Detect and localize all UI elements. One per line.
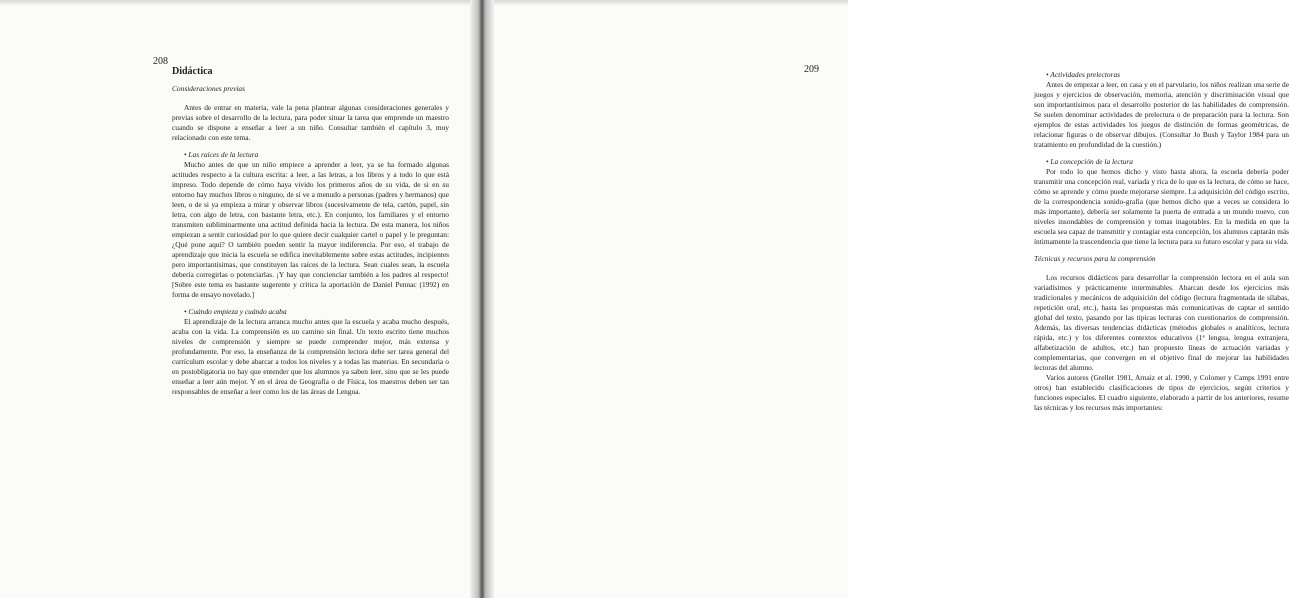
section-heading-concepcion: • La concepción de la lectura	[1046, 157, 1133, 166]
page-number-left: 208	[153, 56, 168, 67]
section-heading-previas: Consideraciones previas	[172, 84, 246, 93]
paragraph-autores: Varios autores (Grellet 1981, Arnaiz et al. 1990, y Colomer y Camps 1991 entre otros) han establecido clasificaciones de tipos de ejercicios, según criterios y funciones especiales. El cuadro siguiente, elaborado a partir de los anteriores, resume las técnicas y los recursos más importantes:	[1034, 373, 1289, 412]
section-heading-tecnicas: Técnicas y recursos para la comprensión	[1034, 254, 1156, 263]
book-gutter	[470, 0, 494, 598]
paragraph-prelectoras: Antes de empezar a leer, en casa y en el parvulario, los niños realizan una serie de juegos y ejercicios de observación, memoria, atención y discriminación visual que son importantísimos para el desarrollo posterior de las habilidades de comprensión. Se suelen denominar actividades de prelectura o de preparación para la lectura. Son ejemplos de estas actividades los juegos de distinción de formas geométricas, de relacionar figuras o de observar dibujos. (Consultar Jo Bush y Taylor 1984 para un tratamiento en profundidad de la cuestión.)	[1034, 80, 1289, 149]
paragraph-intro: Antes de entrar en materia, vale la pena plantear algunas consideraciones generales y previas sobre el desarrollo de la lectura, para poder situar la tarea que emprende un maestro cuando se dispone a enseñar a leer a un niño. Consultar también el capítulo 3, muy relacionado con este tema.	[172, 103, 449, 142]
left-text-column	[172, 84, 449, 397]
paragraph-recursos: Los recursos didácticos para desarrollar la comprensión lectora en el aula son variadísimos y prácticamente interminables. Abarcan desde los ejercicios más tradicionales y mecánicos de adquisición del código (lectura fragmentada de sílabas, repetición oral, etc.), hasta las propuestas más comunicativas de captar el sentido global del texto, pasando por las típicas lecturas con cuestionarios de comprensión. Además, las diversas tendencias didácticas (métodos globales o analíticos, lectura rápida, etc.) y los diferentes contextos educativos (1ª lengua, lengua extranjera, alfabetización de adultos, etc.) han propuesto líneas de actuación variadas y complementarias, que convergen en el objetivo final de mejorar las habilidades lectoras del alumno.	[1034, 273, 1289, 372]
right-page	[494, 0, 1289, 598]
paragraph-raices: Mucho antes de que un niño empiece a aprender a leer, ya se ha formado algunas actitudes respecto a la cultura escrita: a leer, a las letras, a los libros y a todo lo que está impreso. Todo depende de cómo haya vivido los primeros años de su vida, de si en su entorno hay muchos libros o ninguno, de si ve a menudo a personas (padres y hermanos) que leen, o de si ya empieza a mirar y observar libros (sucesivamente de tela, cartón, papel, sin letra, con algo de letra, con bastante letra, etc.). En conjunto, los familiares y el entorno transmiten subliminarmente una actitud definida hacia la lectura. De esta manera, los niños empiezan a sentir curiosidad por lo que quiere decir cualquier cartel o papel y le preguntan: ¿Qué pone aquí? O también pueden sentir la mayor indiferencia. Por eso, el trabajo de aprendizaje que inicia la escuela se edifica inevitablemente sobre estas actitudes, incipientes pero importantísimas, que constituyen las raíces de la lectura. Sean cuales sean, la escuela debería corregirlas o potenciarlas. ¡Y hay que concienciar también a los padres al respecto! [Sobre este tema es bastante sugerente y crítica la aportación de Daniel Pennac (1992) en forma de ensayo novelado.]	[172, 160, 449, 299]
section-heading-prelectoras: • Actividades prelectoras	[1046, 70, 1121, 79]
section-heading-cuando: • Cuándo empieza y cuándo acaba	[184, 307, 287, 316]
paragraph-concepcion: Por todo lo que hemos dicho y visto hasta ahora, la escuela debería poder transmitir una concepción real, variada y rica de lo que es la lectura, de cómo se hace, cómo se aprende y cómo puede mejorarse siempre. La adquisición del código escrito, de la correspondencia sonido-grafía (que hemos dicho que a veces se considera lo más importante), debería ser solamente la puerta de entrada a un mundo nuevo, con niveles insondables de comprensión y tomas inagotables. En la medida en que la escuela sea capaz de transmitir y contagiar esta concepción, los alumnos captarán más íntimamente la trascendencia que tiene la lectura para su futuro escolar y para su vida.	[1034, 167, 1289, 246]
page-number-right: 209	[804, 64, 819, 75]
left-page	[0, 0, 470, 598]
paragraph-cuando: El aprendizaje de la lectura arranca mucho antes que la escuela y acaba mucho después, acaba con la vida. La comprensión es un camino sin final. Un texto escrito tiene muchos niveles de comprensión y siempre se puede comprender mejor, más extensa y profundamente. Por eso, la enseñanza de la comprensión lectora debe ser tarea general del currículum escolar y debe abarcar a todos los niveles y a todas las materias. En secundaria o en postobligatoria no hay que entender que los alumnos ya saben leer, sino que se les puede enseñar a leer aún mejor. Y en el área de Geografía o de Física, los maestros deben ser tan responsables de enseñar a leer como los de las áreas de Lengua.	[172, 317, 449, 396]
running-head: Didáctica	[172, 66, 213, 77]
section-heading-raices: • Las raíces de la lectura	[184, 150, 259, 159]
right-text-column	[1034, 70, 1289, 413]
